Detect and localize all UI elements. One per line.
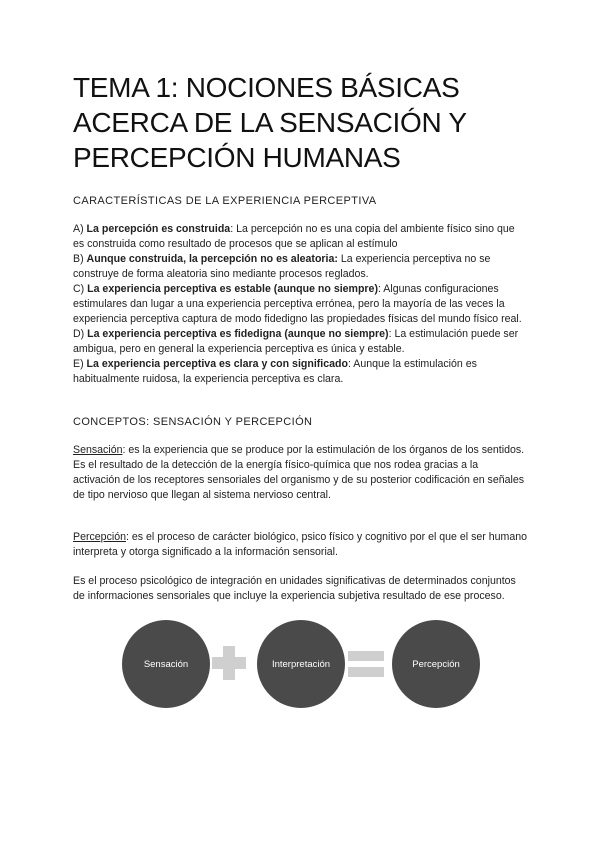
list-item: E) La experiencia perceptiva es clara y con significado: Aunque la estimulación es habitualmente ruidosa, la experiencia perceptiva es clara.	[73, 358, 477, 385]
concept-diagram	[0, 620, 600, 710]
section-heading-caracteristicas: CARACTERÍSTICAS DE LA EXPERIENCIA PERCEPTIVA	[73, 195, 377, 207]
percepcion-term: Percepción	[73, 531, 126, 543]
sensacion-definition: : es la experiencia que se produce por la estimulación de los órganos de los sentidos.	[122, 444, 525, 456]
sensacion-paragraph	[73, 443, 528, 503]
sensacion-detail: Es el resultado de la detección de la energía físico-química que nos rodea gracias a la activación de los receptores sensoriales del organismo y de su posterior codificación en señales de tipo nervioso que llegan al sistema nervioso central.	[73, 459, 525, 501]
percepcion-detail: Es el proceso psicológico de integración en unidades significativas de determinados conjuntos de informaciones sensoriales que incluye la experiencia subjetiva resultado de ese proceso.	[73, 575, 516, 602]
list-item: B) Aunque construida, la percepción no es aleatoria: La experiencia perceptiva no se construye de forma aleatoria sino mediante procesos reglados.	[73, 253, 491, 280]
list-item: D) La experiencia perceptiva es fidedigna (aunque no siempre): La estimulación puede ser ambigua, pero en general la experiencia perceptiva es única y estable.	[73, 328, 519, 355]
list-item: C) La experiencia perceptiva es estable (aunque no siempre): Algunas configuraciones estimulares dan lugar a una experiencia perceptiva errónea, pero la mayoría de las veces la experiencia perceptiva captura de modo fidedigno las propiedades físicas del mundo físico real.	[73, 283, 522, 325]
section-heading-conceptos: CONCEPTOS: SENSACIÓN Y PERCEPCIÓN	[73, 416, 313, 428]
percepcion-paragraph	[73, 530, 528, 560]
list-item: A) La percepción es construida: La percepción no es una copia del ambiente físico sino que es construida como resultado de procesos que se aplican al estímulo	[73, 223, 515, 250]
characteristics-list	[73, 222, 528, 387]
percepcion-definition: : es el proceso de carácter biológico, psico físico y cognitivo por el que el ser humano interpreta y otorga significado a la información sensorial.	[73, 531, 528, 558]
sensacion-term: Sensación	[73, 444, 123, 456]
page-title: TEMA 1: NOCIONES BÁSICAS ACERCA DE LA SENSACIÓN Y PERCEPCIÓN HUMANAS	[73, 72, 467, 173]
percepcion-circle: Percepción	[392, 620, 480, 708]
interpretacion-circle: Interpretación	[257, 620, 345, 708]
sensacion-circle: Sensación	[122, 620, 210, 708]
